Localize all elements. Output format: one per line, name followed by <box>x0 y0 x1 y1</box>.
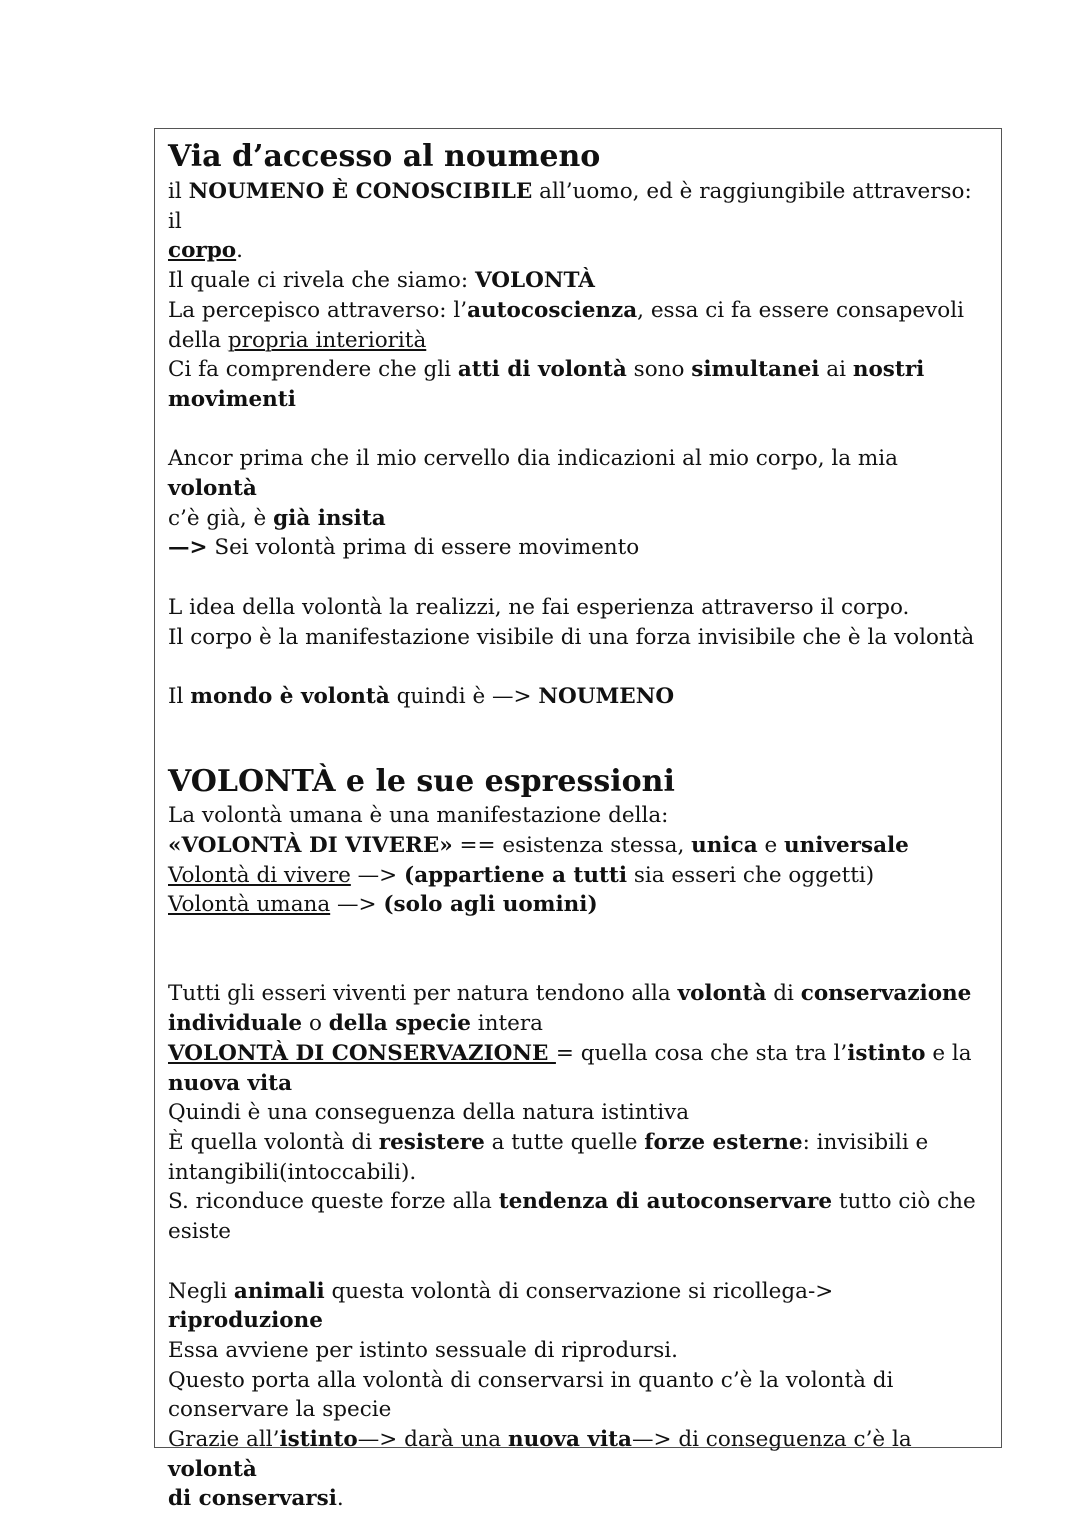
text-line: L idea della volontà la realizzi, ne fai esperienza attraverso il corpo. <box>168 594 910 620</box>
text-line: Grazie all’istinto—> darà una nuova vita—> di conseguenza c’è la volontà <box>168 1427 912 1482</box>
section-title-volonta: VOLONTÀ e le sue espressioni <box>168 764 675 800</box>
text-line: VOLONTÀ DI CONSERVAZIONE = quella cosa che sta tra l’istinto e la <box>168 1040 972 1066</box>
text-line: «VOLONTÀ DI VIVERE» == esistenza stessa, unica e universale <box>168 833 909 858</box>
text-line: La volontà umana è una manifestazione della: <box>168 803 669 829</box>
text-line: Quindi è una conseguenza della natura istintiva <box>168 1100 690 1126</box>
blank-line <box>168 920 988 950</box>
text-line: Questo porta alla volontà di conservarsi in quanto c’è la volontà di <box>168 1367 894 1393</box>
text-line: nuova vita <box>168 1070 293 1096</box>
document-content <box>168 138 988 1514</box>
text-line: movimenti <box>168 386 296 412</box>
text-line: individuale o della specie intera <box>168 1011 543 1037</box>
text-line: Il mondo è volontà quindi è —> NOUMENO <box>168 683 675 709</box>
text-line: Ci fa comprendere che gli atti di volontà sono simultanei ai nostri <box>168 357 925 383</box>
blank-line <box>168 563 988 593</box>
text-line: Il corpo è la manifestazione visibile di una forza invisibile che è la volontà <box>168 624 975 650</box>
blank-line <box>168 415 988 445</box>
text-line: della propria interiorità <box>168 327 427 353</box>
text-line: —> Sei volontà prima di essere movimento <box>168 535 640 561</box>
text-line: La percepisco attraverso: l’autocoscienza, essa ci fa essere consapevoli <box>168 297 964 323</box>
text-line: Tutti gli esseri viventi per natura tendono alla volontà di conservazione <box>168 981 972 1007</box>
text-line: Volontà di vivere —> (appartiene a tutti sia esseri che oggetti) <box>168 862 875 888</box>
text-line: intangibili(intoccabili). <box>168 1159 417 1185</box>
text-line: È quella volontà di resistere a tutte quelle forze esterne: invisibili e <box>168 1130 929 1155</box>
blank-line <box>168 652 988 682</box>
blank-line <box>168 950 988 980</box>
text-line: corpo. <box>168 238 243 264</box>
text-line: esiste <box>168 1219 232 1245</box>
section-title-noumeno: Via d’accesso al noumeno <box>168 139 601 174</box>
text-line: Il quale ci rivela che siamo: VOLONTÀ <box>168 268 595 294</box>
text-line: c’è già, è già insita <box>168 505 386 531</box>
text-line: Volontà umana —> (solo agli uomini) <box>168 892 598 918</box>
text-line: Negli animali questa volontà di conservazione si ricollega-> riproduzione <box>168 1278 834 1334</box>
blank-line <box>168 712 988 742</box>
blank-line <box>168 1247 988 1277</box>
text-line: conservare la specie <box>168 1397 392 1423</box>
text-line: Essa avviene per istinto sessuale di riprodursi. <box>168 1337 678 1363</box>
text-line: S. riconduce queste forze alla tendenza di autoconservare tutto ciò che <box>168 1189 976 1215</box>
text-line: Ancor prima che il mio cervello dia indicazioni al mio corpo, la mia volontà <box>168 446 898 502</box>
text-line: il NOUMENO È CONOSCIBILE all’uomo, ed è raggiungibile attraverso: il <box>168 179 972 234</box>
text-line: di conservarsi. <box>168 1486 344 1512</box>
